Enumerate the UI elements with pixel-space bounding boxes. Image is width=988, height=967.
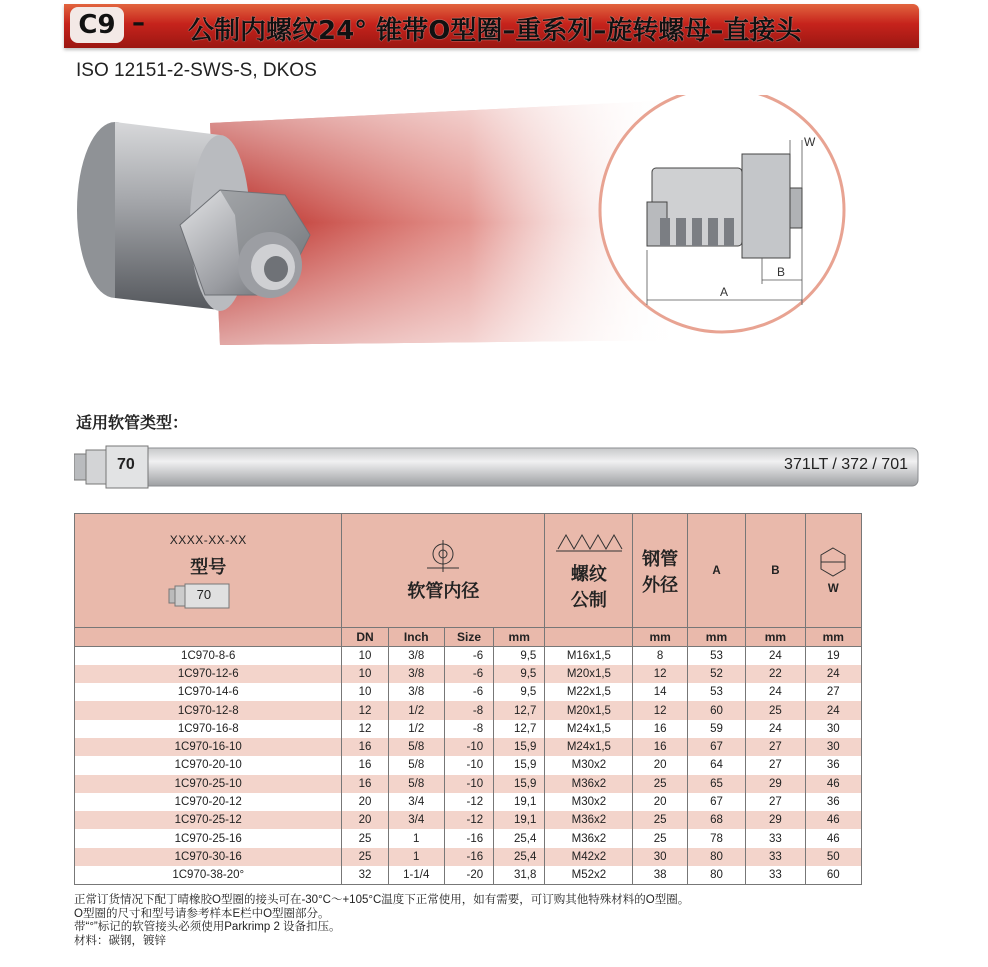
cell-tube: 14 [633,683,687,701]
cell-a: 59 [687,720,745,738]
cell-w: 50 [805,848,861,866]
cell-w: 46 [805,811,861,829]
cell-b: 27 [746,738,805,756]
unit-b: mm [746,628,805,647]
model-pattern: XXXX-XX-XX [169,532,247,547]
cell-size: -6 [444,647,493,665]
cell-a: 65 [687,775,745,793]
col-b-label: B [771,564,780,577]
cell-size: -6 [444,683,493,701]
spec-table-body [75,647,862,885]
cell-mm: 12,7 [494,720,545,738]
col-w-label: W [827,583,839,595]
cell-mm: 9,5 [494,683,545,701]
table-row [75,793,862,811]
table-row [75,756,862,774]
cell-mm: 25,4 [494,829,545,847]
cell-a: 52 [687,665,745,683]
note-4: 材料：碳钢，镀锌 [74,934,166,947]
cell-a: 78 [687,829,745,847]
cell-dn: 25 [342,829,388,847]
cell-mm: 12,7 [494,701,545,719]
cell-tube: 16 [633,738,687,756]
cell-thread: M16x1,5 [545,647,633,665]
note-2: O型圈的尺寸和型号请参考样本E栏中O型圈部分。 [74,907,330,920]
cell-thread: M24x1,5 [545,738,633,756]
cell-thread: M36x2 [545,775,633,793]
cell-b: 22 [746,665,805,683]
tube-od-label-1: 钢管 [642,548,679,570]
cell-tube: 12 [633,665,687,683]
cell-dn: 16 [342,756,388,774]
unit-thread [545,628,633,647]
cell-w: 46 [805,829,861,847]
cell-dn: 10 [342,647,388,665]
cell-a: 53 [687,647,745,665]
cell-size: -12 [444,793,493,811]
cell-thread: M20x1,5 [545,701,633,719]
cell-thread: M30x2 [545,793,633,811]
cell-model: 1C970-30-16 [75,848,342,866]
label-b: B [777,265,786,279]
cell-thread: M52x2 [545,866,633,884]
cell-inch: 3/8 [388,647,444,665]
cell-dn: 16 [342,775,388,793]
cell-tube: 25 [633,775,687,793]
label-w: W [804,135,816,149]
cell-model: 1C970-12-6 [75,665,342,683]
cell-inch: 1 [388,848,444,866]
cell-mm: 19,1 [494,793,545,811]
table-row [75,829,862,847]
notes [74,894,689,948]
cell-b: 29 [746,775,805,793]
cell-dn: 32 [342,866,388,884]
cell-w: 60 [805,866,861,884]
cell-a: 67 [687,793,745,811]
hose-diameter-icon [423,538,463,574]
hose-type-label: 适用软管类型： [76,413,189,432]
tube-od-label-2: 外径 [642,574,679,596]
cell-dn: 20 [342,793,388,811]
cell-model: 1C970-25-16 [75,829,342,847]
cell-b: 24 [746,720,805,738]
cell-model: 1C970-20-12 [75,793,342,811]
cell-b: 33 [746,848,805,866]
cell-dn: 10 [342,683,388,701]
cell-a: 67 [687,738,745,756]
cell-dn: 25 [342,848,388,866]
cell-model: 1C970-12-8 [75,701,342,719]
cell-w: 30 [805,720,861,738]
cell-size: -10 [444,775,493,793]
unit-w: mm [805,628,861,647]
cell-model: 1C970-16-10 [75,738,342,756]
cell-model: 1C970-8-6 [75,647,342,665]
cell-model: 1C970-16-8 [75,720,342,738]
unit-size: Size [444,628,493,647]
cell-model: 1C970-25-12 [75,811,342,829]
cell-thread: M36x2 [545,829,633,847]
cell-inch: 1/2 [388,720,444,738]
cell-tube: 8 [633,647,687,665]
cell-tube: 30 [633,848,687,866]
cell-inch: 1-1/4 [388,866,444,884]
cell-size: -20 [444,866,493,884]
cell-b: 25 [746,701,805,719]
cell-w: 24 [805,665,861,683]
cell-model: 1C970-38-20° [75,866,342,884]
table-row [75,683,862,701]
table-row [75,775,862,793]
model-tag: 70 [196,586,212,602]
model-label: 型号 [190,556,227,578]
cell-model: 1C970-25-10 [75,775,342,793]
title-dash: – [132,8,145,38]
cell-dn: 16 [342,738,388,756]
hose-series-tag: 70 [117,456,135,473]
label-a: A [720,285,729,299]
cell-a: 53 [687,683,745,701]
cell-tube: 38 [633,866,687,884]
cell-mm: 25,4 [494,848,545,866]
cell-b: 27 [746,756,805,774]
cell-b: 33 [746,866,805,884]
hose-types: 371LT / 372 / 701 [784,456,908,473]
cell-inch: 3/4 [388,793,444,811]
dimension-drawing [600,95,844,332]
table-row [75,647,862,665]
tube-od-header [633,514,687,628]
hose-type-bar [74,444,920,490]
section-code: C9 [70,7,124,43]
cell-thread: M22x1,5 [545,683,633,701]
table-row [75,720,862,738]
cell-thread: M42x2 [545,848,633,866]
col-a-header [687,514,745,628]
table-row [75,665,862,683]
cell-a: 60 [687,701,745,719]
hose-id-label: 软管内径 [407,581,480,602]
cell-inch: 5/8 [388,738,444,756]
cell-mm: 31,8 [494,866,545,884]
cell-inch: 1 [388,829,444,847]
spec-table [74,513,862,885]
cell-mm: 15,9 [494,775,545,793]
table-row [75,738,862,756]
unit-mm: mm [494,628,545,647]
unit-inch: Inch [388,628,444,647]
cell-thread: M24x1,5 [545,720,633,738]
cell-w: 24 [805,701,861,719]
cell-tube: 12 [633,701,687,719]
note-1: 正常订货情况下配丁晴橡胶O型圈的接头可在-30°C～+105°C温度下正常使用，如有需要，可订购其他特殊材料的O型圈。 [74,894,690,906]
model-header [75,514,342,628]
col-a-label: A [712,564,721,577]
cell-tube: 25 [633,811,687,829]
thread-header [545,514,633,628]
unit-model [75,628,342,647]
cell-size: -10 [444,738,493,756]
table-row [75,811,862,829]
cell-tube: 20 [633,756,687,774]
cell-mm: 9,5 [494,647,545,665]
cell-a: 80 [687,866,745,884]
table-row [75,848,862,866]
cell-size: -10 [444,756,493,774]
cell-w: 27 [805,683,861,701]
cell-b: 33 [746,829,805,847]
cell-mm: 19,1 [494,811,545,829]
unit-dn: DN [342,628,388,647]
cell-mm: 9,5 [494,665,545,683]
cell-size: -8 [444,701,493,719]
cell-tube: 16 [633,720,687,738]
cell-inch: 3/8 [388,665,444,683]
cell-inch: 1/2 [388,701,444,719]
cell-a: 80 [687,848,745,866]
thread-label-2: 公制 [570,590,607,611]
cell-thread: M36x2 [545,811,633,829]
cell-size: -8 [444,720,493,738]
cell-tube: 25 [633,829,687,847]
cell-w: 36 [805,793,861,811]
cell-dn: 12 [342,720,388,738]
hex-icon [818,546,848,580]
unit-tube: mm [633,628,687,647]
thread-label-1: 螺纹 [570,564,607,585]
cell-inch: 3/8 [388,683,444,701]
cell-mm: 15,9 [494,756,545,774]
cell-w: 46 [805,775,861,793]
cell-dn: 10 [342,665,388,683]
hose-id-header [342,514,545,628]
cell-thread: M20x1,5 [545,665,633,683]
cell-size: -16 [444,848,493,866]
cell-inch: 5/8 [388,756,444,774]
cell-w: 30 [805,738,861,756]
cell-a: 68 [687,811,745,829]
hose-fitting-icon [74,446,148,488]
thread-icon [554,529,624,557]
cell-tube: 20 [633,793,687,811]
cell-b: 29 [746,811,805,829]
cell-model: 1C970-20-10 [75,756,342,774]
standard-subtitle: ISO 12151-2-SWS-S, DKOS [76,60,317,81]
table-row [75,701,862,719]
cell-size: -12 [444,811,493,829]
cell-w: 36 [805,756,861,774]
unit-a: mm [687,628,745,647]
cell-inch: 5/8 [388,775,444,793]
cell-b: 27 [746,793,805,811]
cell-dn: 12 [342,701,388,719]
page-title: 公制内螺纹24° 锥带O型圈–重系列–旋转螺母–直接头 [188,16,802,46]
cell-size: -16 [444,829,493,847]
cell-mm: 15,9 [494,738,545,756]
cell-b: 24 [746,647,805,665]
cell-b: 24 [746,683,805,701]
cell-dn: 20 [342,811,388,829]
col-w-header [805,514,861,628]
cell-thread: M30x2 [545,756,633,774]
cell-inch: 3/4 [388,811,444,829]
table-row [75,866,862,884]
title-banner [64,4,919,48]
fitting-illustration [70,95,920,395]
note-3: 带“°”标记的软管接头必须使用Parkrimp 2 设备扣压。 [74,921,341,933]
cell-w: 19 [805,647,861,665]
col-b-header [746,514,805,628]
cell-size: -6 [444,665,493,683]
cell-a: 64 [687,756,745,774]
cell-model: 1C970-14-6 [75,683,342,701]
